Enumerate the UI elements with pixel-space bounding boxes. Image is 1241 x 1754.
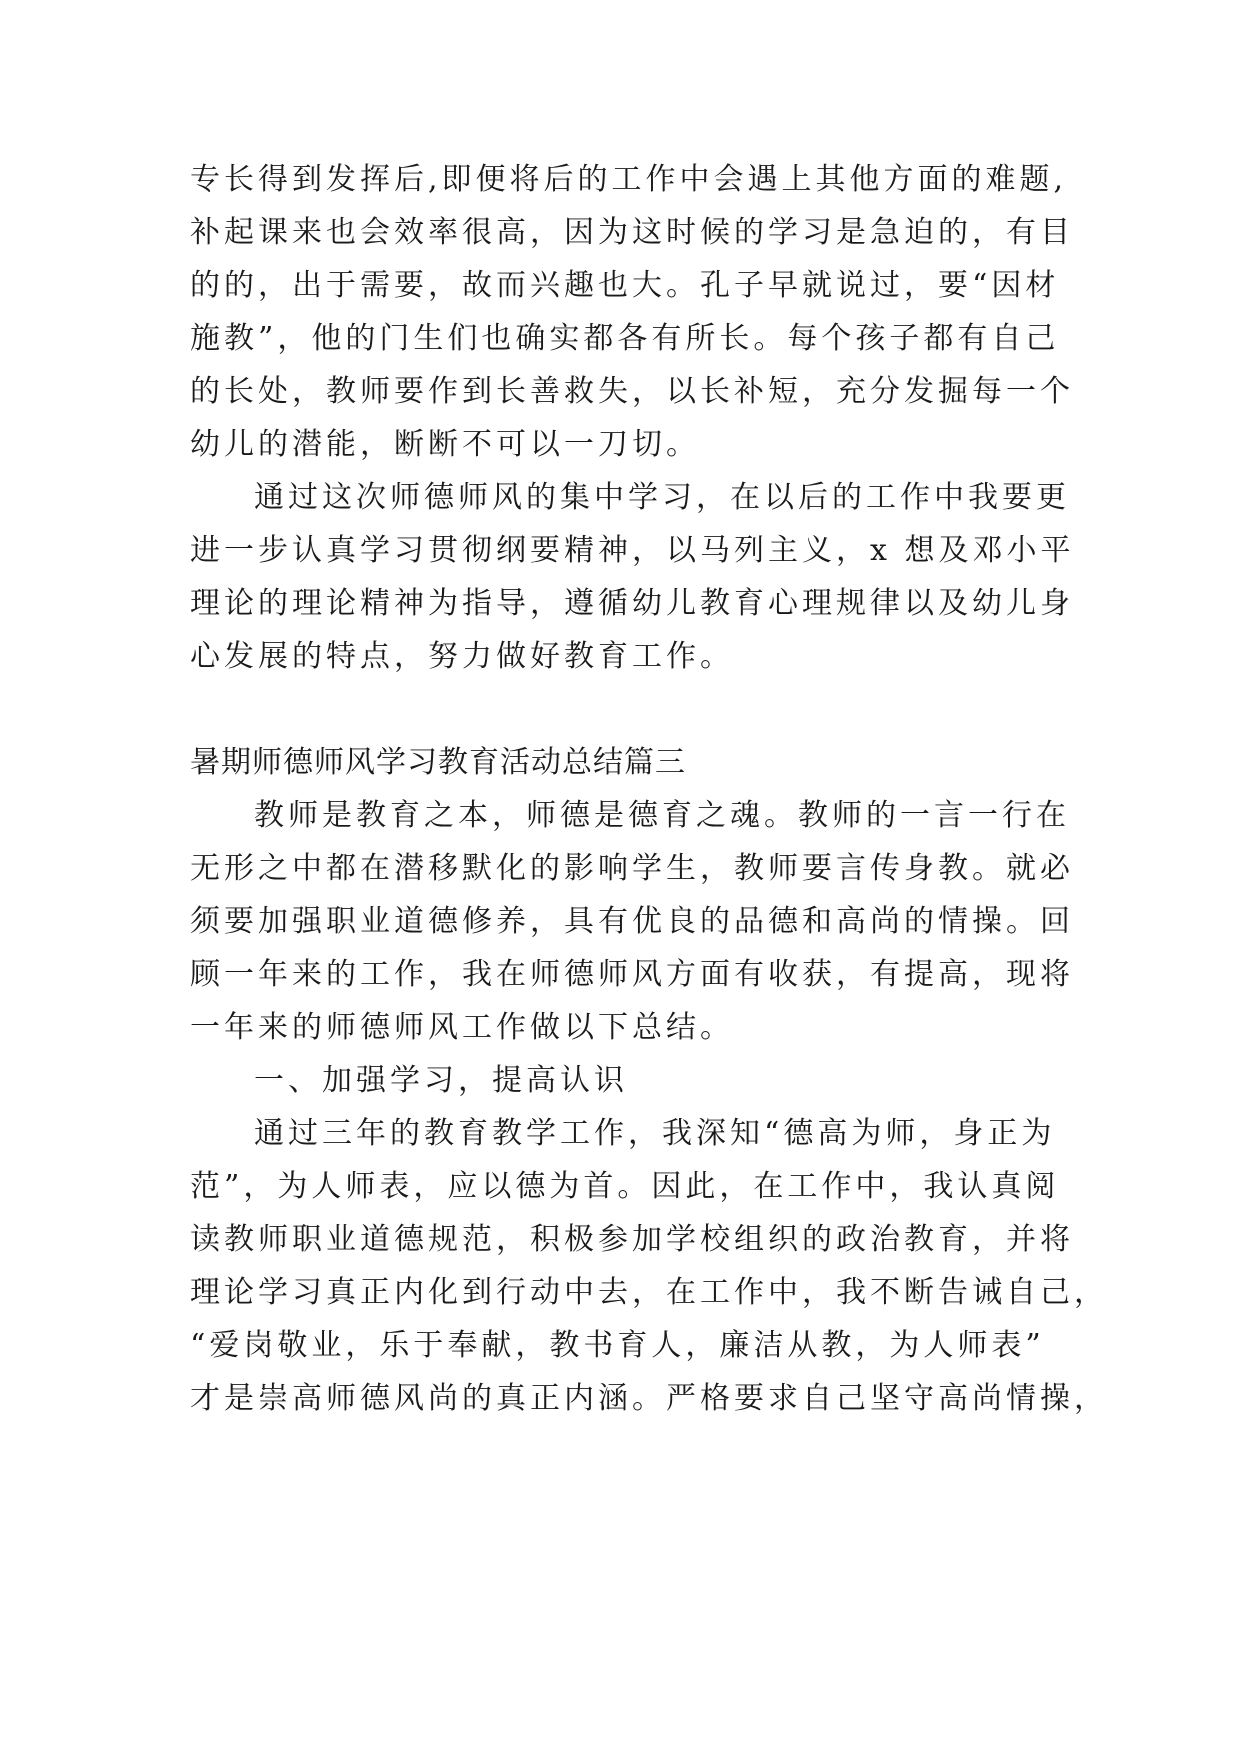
paragraph-line: 无形之中都在潜移默化的影响学生，教师要言传身教。就必 — [190, 851, 1074, 886]
paragraph-line: 范”，为人师表，应以德为首。因此，在工作中，我认真阅 — [190, 1169, 1060, 1204]
paragraph-line: “爱岗敬业，乐于奉献，教书育人，廉洁从教，为人师表” — [190, 1328, 1045, 1363]
paragraph-line: 的长处，教师要作到长善救失，以长补短，充分发掘每一个 — [190, 374, 1074, 409]
paragraph-line: 补起课来也会效率很高，因为这时候的学习是急迫的，有目 — [190, 215, 1074, 250]
paragraph-line: 理论学习真正内化到行动中去，在工作中，我不断告诫自己， — [190, 1275, 1108, 1310]
paragraph-line: 才是崇高师德风尚的真正内涵。严格要求自己坚守高尚情操， — [190, 1381, 1108, 1416]
section-title: 暑期师德师风学习教育活动总结篇三 — [190, 745, 686, 780]
paragraph-line: 理论的理论精神为指导，遵循幼儿教育心理规律以及幼儿身 — [190, 586, 1074, 621]
paragraph-line: 一年来的师德师风工作做以下总结。 — [190, 1010, 734, 1045]
paragraph-line: 顾一年来的工作，我在师德师风方面有收获，有提高，现将 — [190, 957, 1074, 992]
paragraph-line: 教师是教育之本，师德是德育之魂。教师的一言一行在 — [254, 798, 1070, 833]
paragraph-line: 专长得到发挥后,即便将后的工作中会遇上其他方面的难题, — [190, 162, 1068, 197]
paragraph-line: 心发展的特点，努力做好教育工作。 — [190, 639, 734, 674]
subheading: 一、加强学习，提高认识 — [254, 1063, 628, 1098]
paragraph-line: 通过三年的教育教学工作，我深知“德高为师，身正为 — [254, 1116, 1056, 1151]
paragraph-line: 通过这次师德师风的集中学习，在以后的工作中我要更 — [254, 480, 1070, 515]
paragraph-line: 进一步认真学习贯彻纲要精神，以马列主义，x 想及邓小平 — [190, 533, 1075, 568]
paragraph-line: 幼儿的潜能，断断不可以一刀切。 — [190, 427, 700, 462]
paragraph-line: 须要加强职业道德修养，具有优良的品德和高尚的情操。回 — [190, 904, 1074, 939]
paragraph-line: 的的，出于需要，故而兴趣也大。孔子早就说过，要“因材 — [190, 268, 1060, 303]
paragraph-line: 读教师职业道德规范，积极参加学校组织的政治教育，并将 — [190, 1222, 1074, 1257]
paragraph-line: 施教”，他的门生们也确实都各有所长。每个孩子都有自己 — [190, 321, 1060, 356]
